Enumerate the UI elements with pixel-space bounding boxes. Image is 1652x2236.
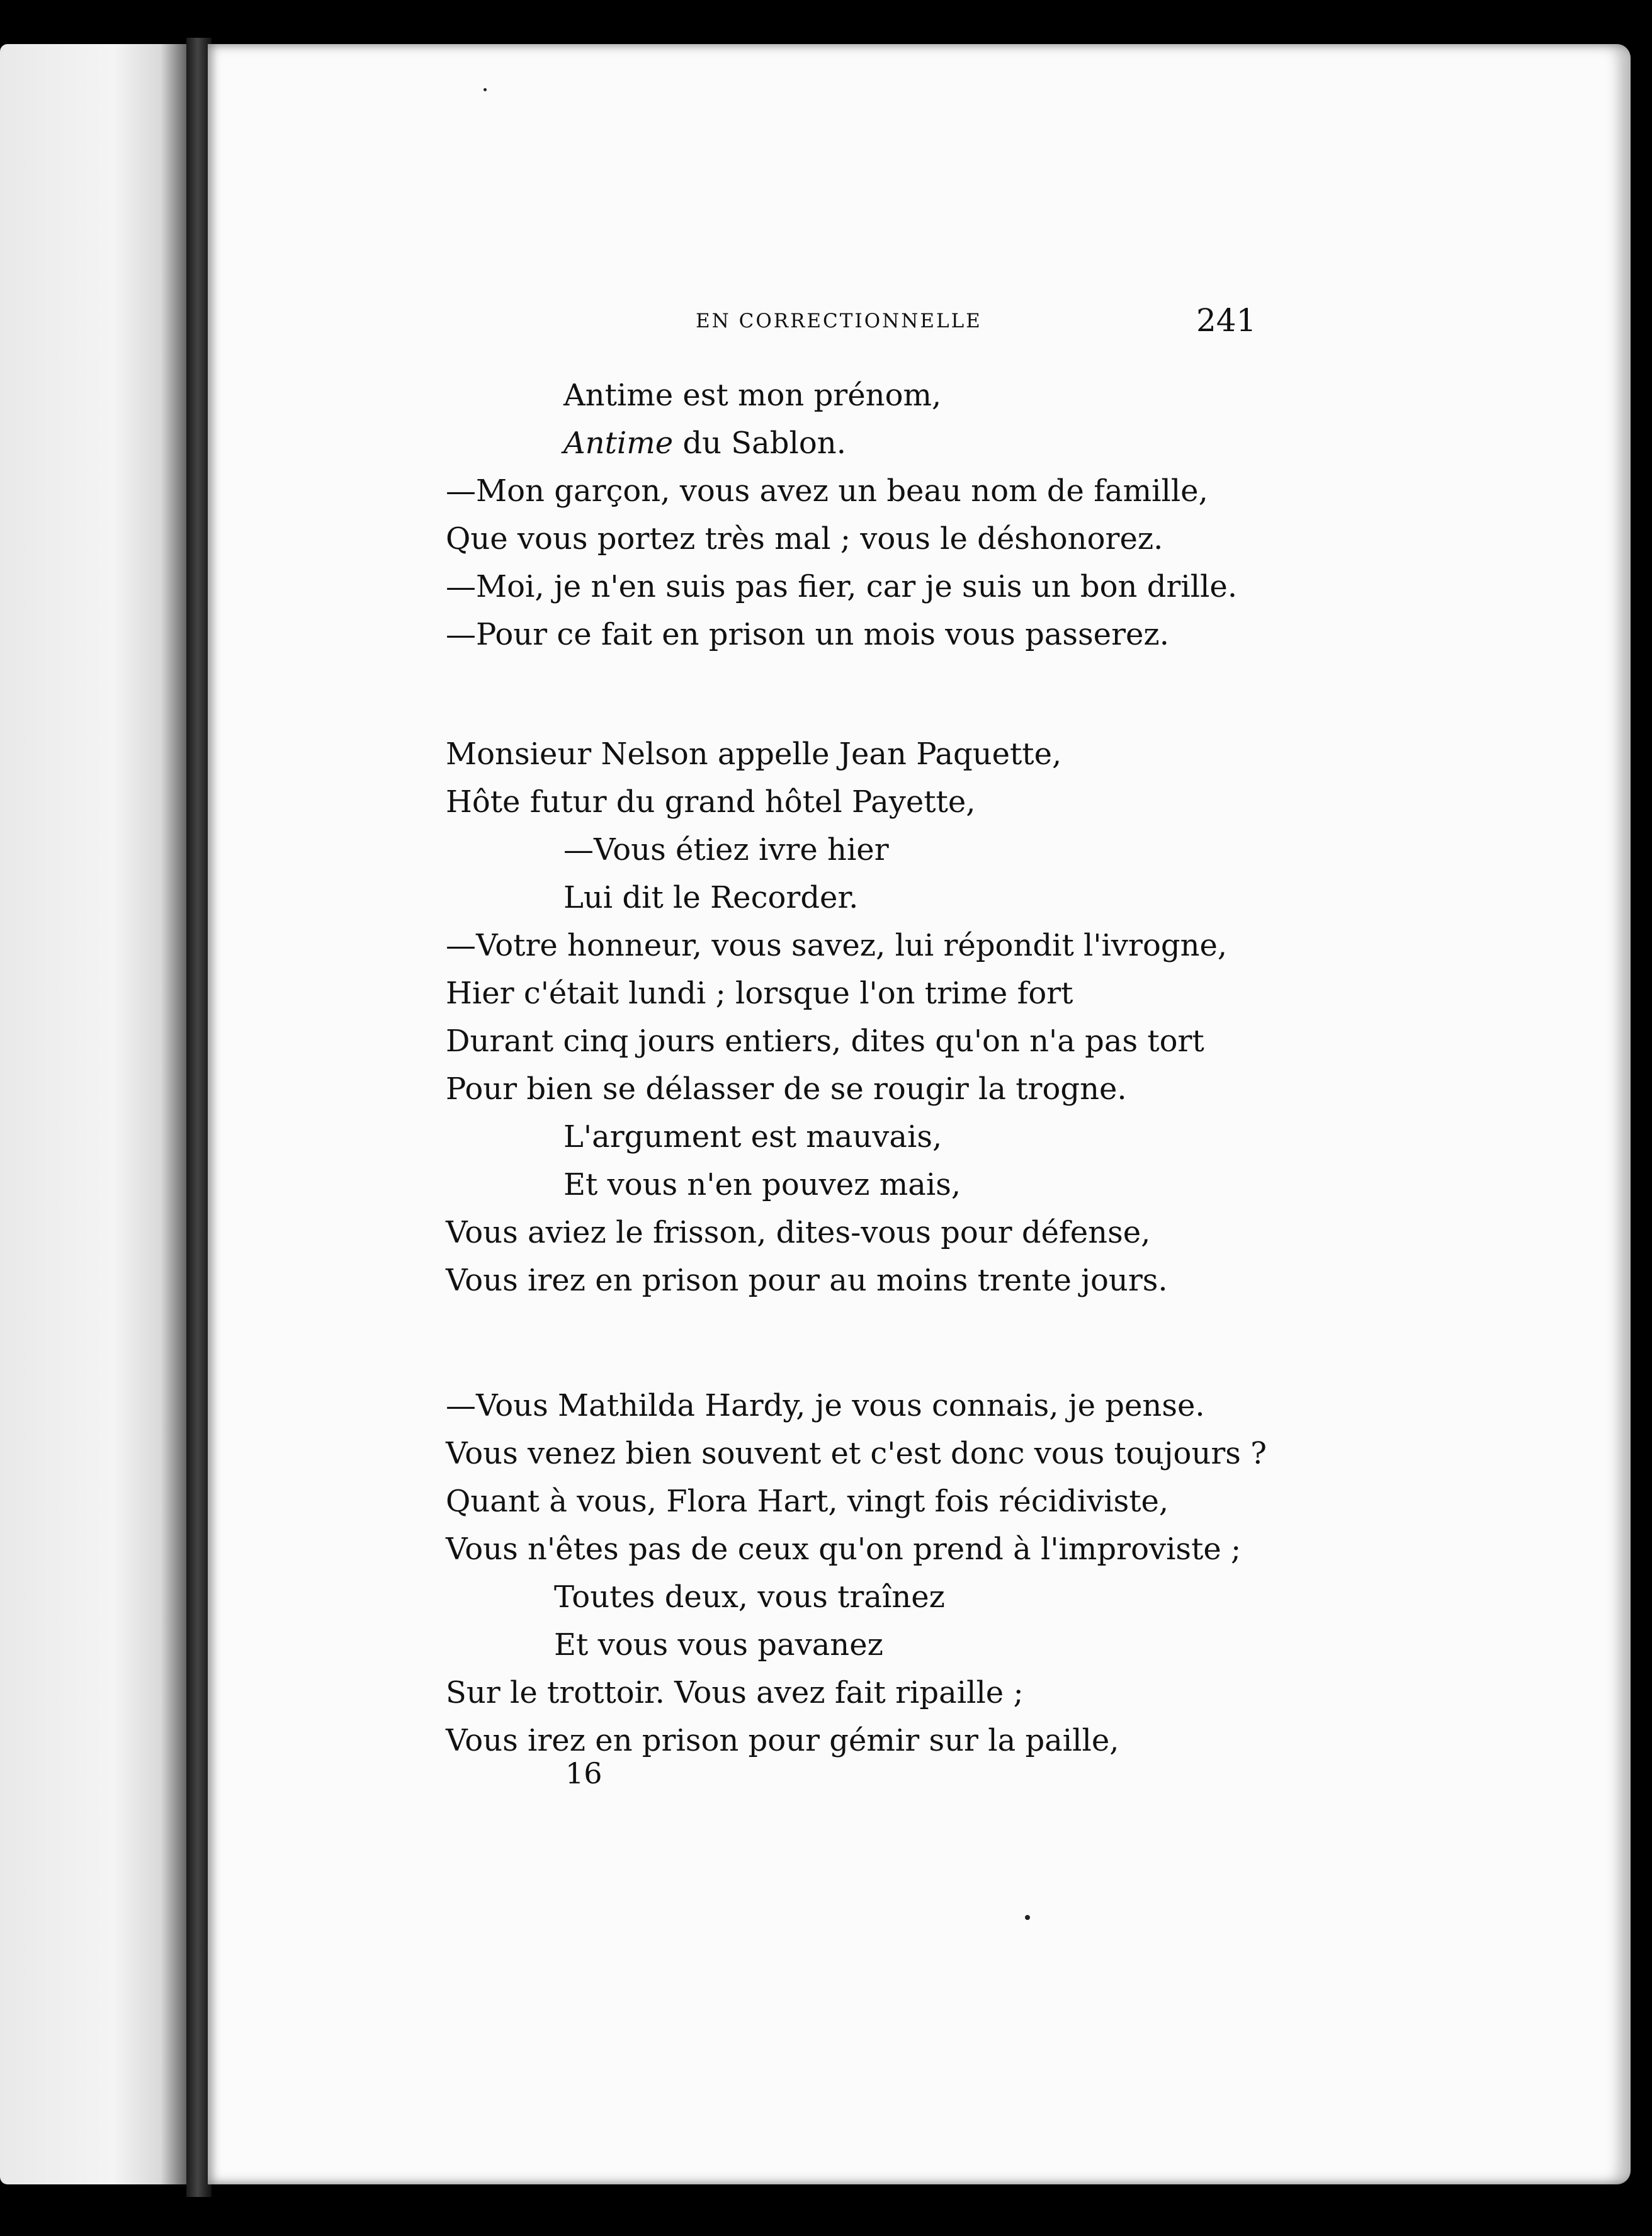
verse-line: —Moi, je n'en suis pas fier, car je suis un bon drille. [446, 569, 1238, 604]
ink-speck [1025, 1915, 1030, 1920]
verse-line: Et vous n'en pouvez mais, [563, 1167, 961, 1202]
verse-line: Lui dit le Recorder. [563, 880, 859, 915]
verse-line: —Vous étiez ivre hier [563, 832, 889, 867]
signature-mark: 16 [565, 1756, 603, 1790]
verse-line: Que vous portez très mal ; vous le déshonorez. [446, 521, 1163, 556]
verse-line: Et vous vous pavanez [554, 1627, 883, 1663]
verse-line: Antime est mon prénom, [563, 378, 942, 413]
verse-line: Monsieur Nelson appelle Jean Paquette, [446, 737, 1062, 772]
page-number: 241 [1196, 302, 1257, 339]
verse-line: Pour bien se délasser de se rougir la trogne. [446, 1071, 1127, 1107]
verse-line: Quant à vous, Flora Hart, vingt fois récidiviste, [446, 1484, 1169, 1519]
verse-line: Hier c'était lundi ; lorsque l'on trime fort [446, 976, 1073, 1011]
verse-line: —Vous Mathilda Hardy, je vous connais, je pense. [446, 1388, 1205, 1423]
verse-line: Vous venez bien souvent et c'est donc vous toujours ? [446, 1436, 1267, 1471]
verse-line: —Pour ce fait en prison un mois vous passerez. [446, 617, 1169, 652]
running-head: EN CORRECTIONNELLE [696, 310, 982, 332]
verse-line: Toutes deux, vous traînez [554, 1579, 945, 1615]
verse-line: Vous irez en prison pour gémir sur la paille, [446, 1723, 1119, 1758]
verse-line: L'argument est mauvais, [563, 1119, 942, 1155]
verse-line: Durant cinq jours entiers, dites qu'on n'a pas tort [446, 1024, 1204, 1059]
verse-line: Antime du Sablon. [563, 426, 846, 461]
verse-line: Vous aviez le frisson, dites-vous pour défense, [446, 1215, 1151, 1250]
verse-line: Vous n'êtes pas de ceux qu'on prend à l'improviste ; [446, 1532, 1242, 1567]
verse-line: —Votre honneur, vous savez, lui répondit l'ivrogne, [446, 928, 1228, 963]
ink-speck [484, 88, 487, 91]
verse-line: Sur le trottoir. Vous avez fait ripaille ; [446, 1675, 1024, 1710]
verse-line: Hôte futur du grand hôtel Payette, [446, 784, 976, 820]
verse-line: —Mon garçon, vous avez un beau nom de famille, [446, 473, 1208, 509]
verse-line: Vous irez en prison pour au moins trente jours. [446, 1263, 1168, 1298]
